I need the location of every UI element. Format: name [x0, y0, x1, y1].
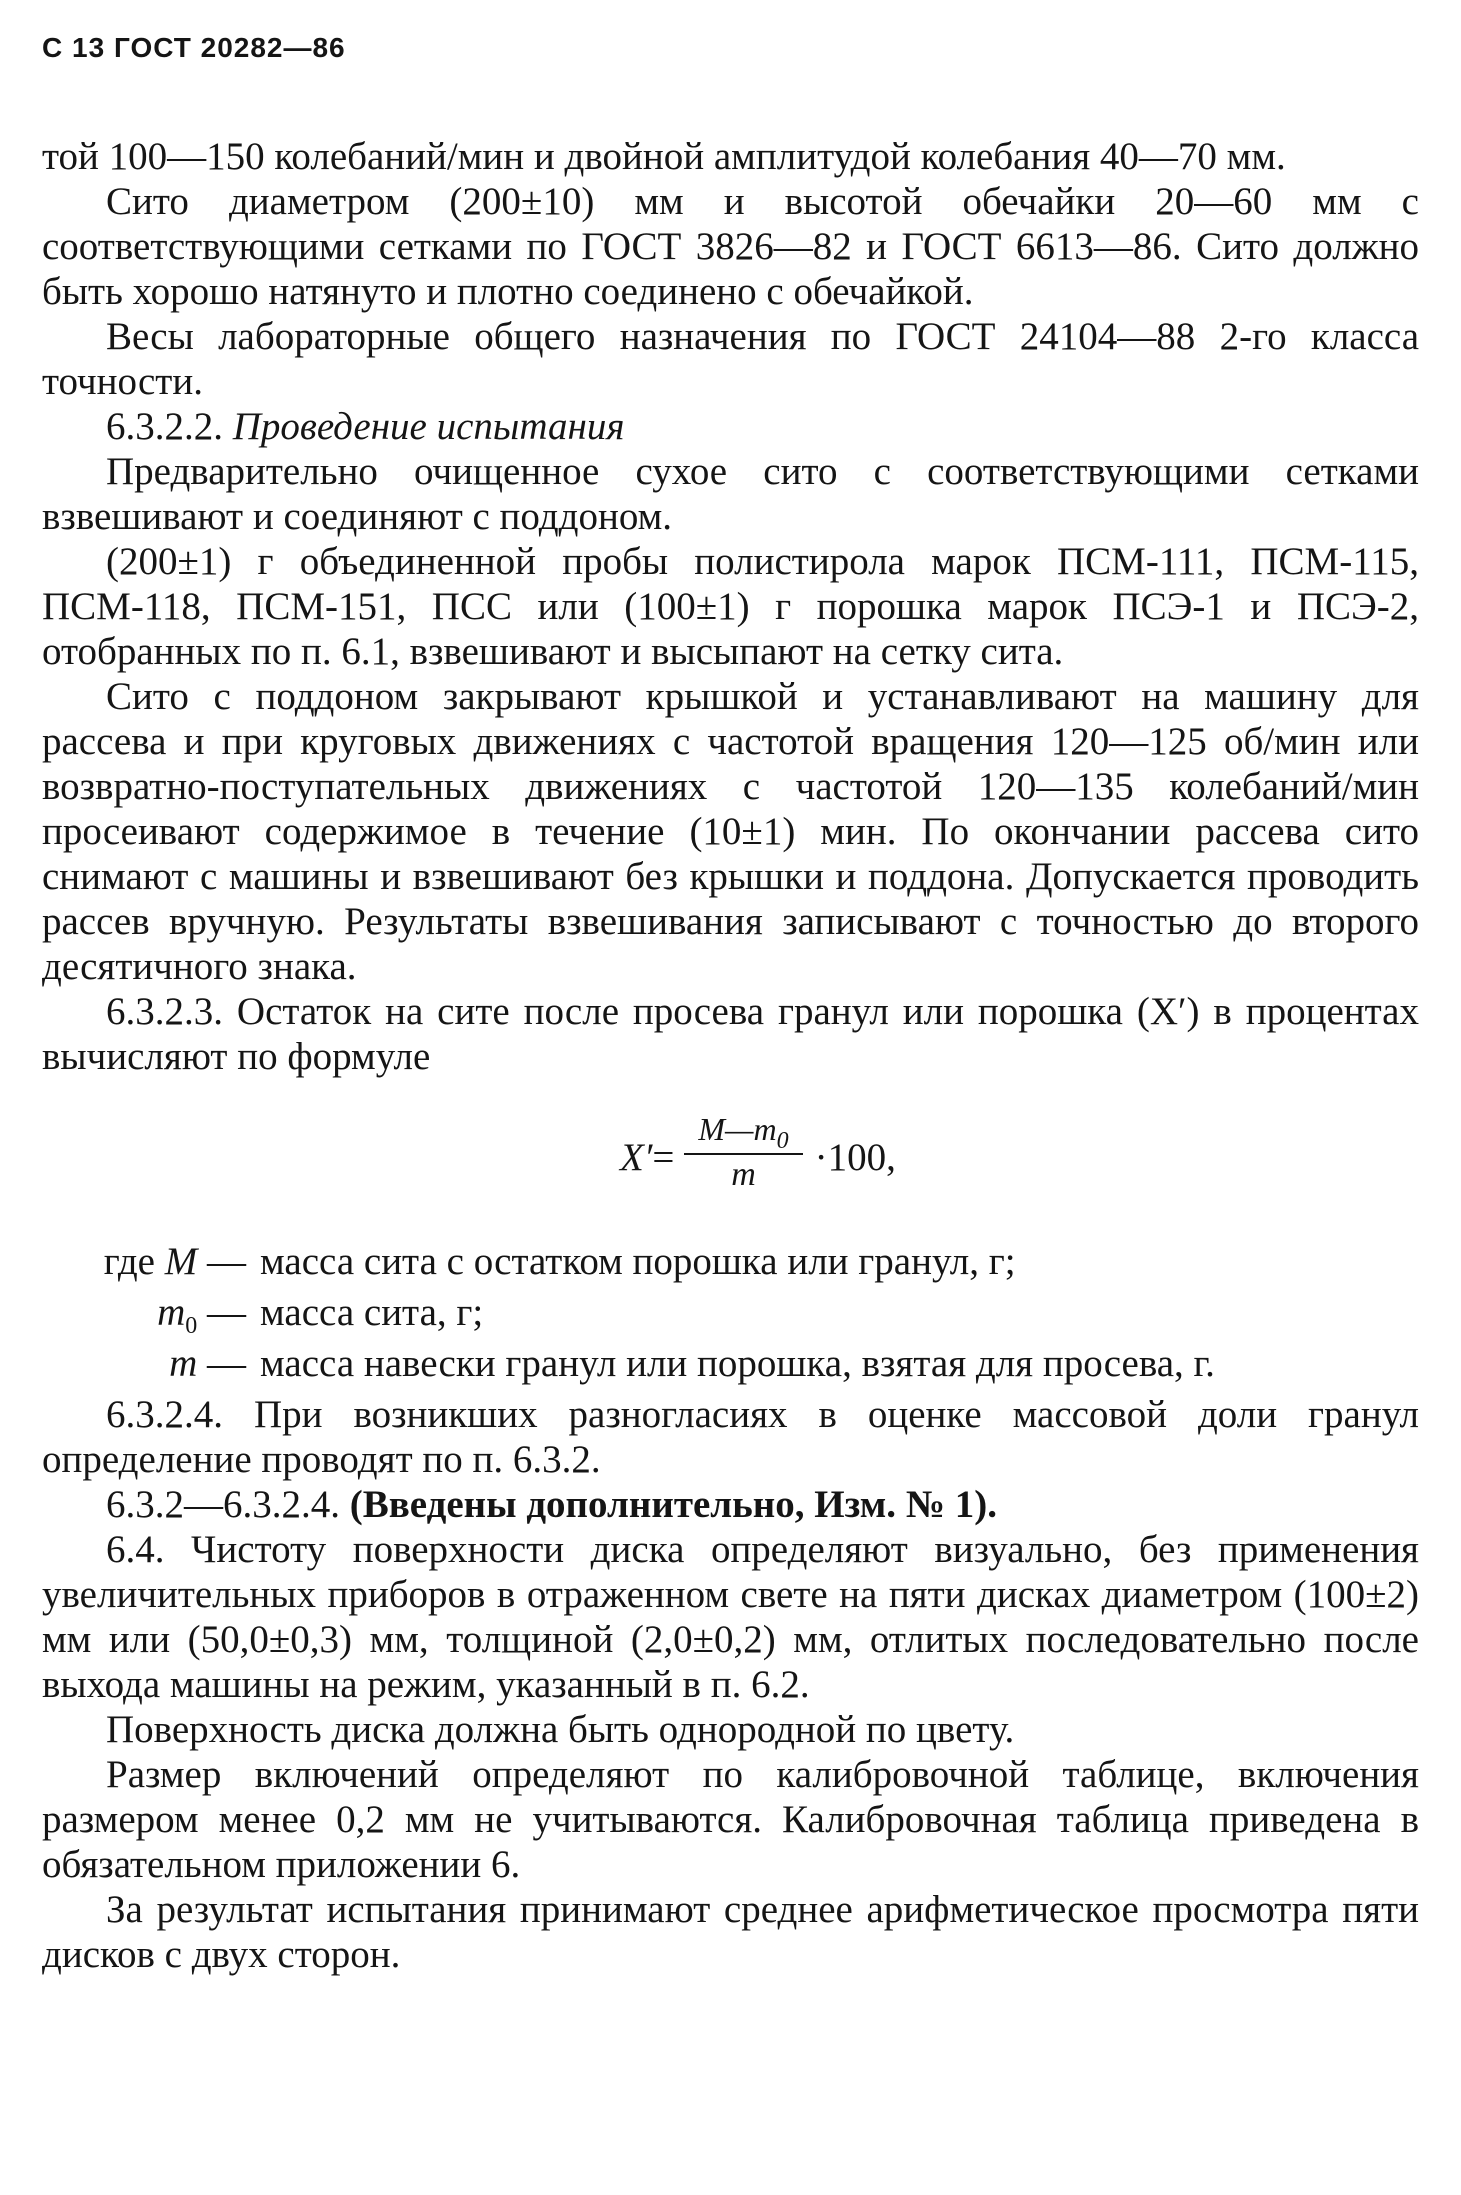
paragraph: Весы лабораторные общего назначения по ГОСТ 24104—88 2-го класса точности. [42, 315, 1419, 403]
paragraph: Сито диаметром (200±10) мм и высотой обечайки 20—60 мм с соответствующими сетками по ГОСТ 3826—82 и ГОСТ 6613—86. Сито должно быть хорошо натянуто и плотно соединено с обечайкой. [42, 180, 1419, 313]
paragraph: 6.3.2.3. Остаток на сите после просева гранул или порошка (X′) в процентах вычисляют по формуле [42, 990, 1419, 1078]
definition-symbol: M [164, 1240, 198, 1283]
body-text-continued [42, 1392, 1419, 1977]
formula [42, 1113, 1419, 1201]
definition-text: масса сита с остатком порошка или гранул, г; [260, 1240, 1016, 1283]
formula-definitions [42, 1239, 1419, 1392]
definition-row [42, 1341, 1419, 1392]
definition-text: масса навески гранул или порошка, взятая для просева, г. [260, 1342, 1215, 1385]
definition-row [42, 1290, 1419, 1341]
paragraph: Размер включений определяют по калибровочной таблице, включения размером менее 0,2 мм не учитываются. Калибровочная таблица приведена в обязательном приложении 6. [42, 1753, 1419, 1886]
subsection-number: 6.3.2.2. [106, 405, 223, 448]
definition-dash: — [207, 1240, 246, 1283]
subsection-heading [42, 404, 1419, 449]
page-number: С 13 [42, 32, 106, 63]
paragraph: Поверхность диска должна быть однородной по цвету. [106, 1708, 1015, 1751]
paragraph: Предварительно очищенное сухое сито с соответствующими сетками взвешивают и соединяют с поддоном. [42, 450, 1419, 538]
paragraph: той 100—150 колебаний/мин и двойной амплитудой колебания 40—70 мм. [42, 135, 1286, 178]
formula-numerator [684, 1111, 802, 1155]
definition-symbol: m [157, 1291, 186, 1334]
numerator-symbol-M: M [698, 1111, 726, 1147]
numerator-symbol-m: m [753, 1111, 777, 1147]
definition-subscript: 0 [185, 1313, 198, 1339]
paragraph: За результат испытания принимают среднее арифметическое просмотра пяти дисков с двух сторон. [42, 1888, 1419, 1976]
formula-multiplier: ·100, [814, 1135, 896, 1179]
subsection-title: Проведение испытания [232, 405, 625, 448]
amendment-range: 6.3.2—6.3.2.4. [106, 1483, 340, 1526]
formula-equals: = [652, 1135, 675, 1179]
paragraph: 6.4. Чистоту поверхности диска определяют визуально, без применения увеличительных приборов в отраженном свете на пяти дисках диаметром (100±2) мм или (50,0±0,3) мм, толщиной (2,0±0,2) мм, отлитых последовательно после выхода машины на режим, указанный в п. 6.2. [42, 1528, 1419, 1706]
numerator-subscript: 0 [776, 1128, 789, 1154]
definition-row [42, 1239, 1419, 1290]
definition-text: масса сита, г; [260, 1291, 484, 1334]
paragraph: (200±1) г объединенной пробы полистирола марок ПСМ-111, ПСМ-115, ПСМ-118, ПСМ-151, ПСС или (100±1) г порошка марок ПСЭ-1 и ПСЭ-2, отобранных по п. 6.1, взвешивают и высыпают на сетку сита. [42, 540, 1419, 673]
page-header [42, 34, 1419, 62]
numerator-minus: — [725, 1111, 754, 1147]
definition-prefix: где [103, 1240, 155, 1283]
amendment-text: (Введены дополнительно, Изм. № 1). [349, 1483, 997, 1526]
definition-dash: — [207, 1291, 246, 1334]
body-text [42, 134, 1419, 1079]
paragraph: Сито с поддоном закрывают крышкой и устанавливают на машину для рассева и при круговых движениях с частотой вращения 120—125 об/мин или возвратно-поступательных движениях с частотой 120—135 колебаний/мин просеивают содержимое в течение (10±1) мин. По окончании рассева сито снимают с машины и взвешивают без крышки и поддона. Допускается проводить рассев вручную. Результаты взвешивания записывают с точностью до второго десятичного знака. [42, 675, 1419, 988]
formula-lhs: X′ [620, 1135, 653, 1179]
definition-dash: — [207, 1342, 246, 1385]
definition-symbol: m [169, 1342, 198, 1385]
formula-denominator: m [731, 1156, 756, 1193]
formula-fraction [684, 1111, 802, 1195]
amendment-note [42, 1482, 1419, 1527]
paragraph: 6.3.2.4. При возникших разногласиях в оценке массовой доли гранул определение проводят по п. 6.3.2. [42, 1393, 1419, 1481]
standard-code: ГОСТ 20282—86 [113, 32, 346, 63]
